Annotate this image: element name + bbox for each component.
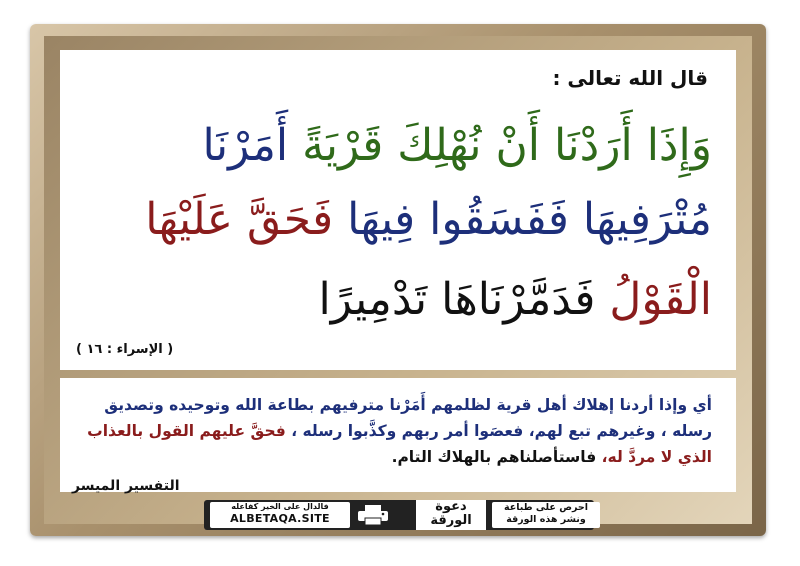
tafsir-source: التفسير الميسر	[72, 478, 180, 494]
verse-line-1-green: وَإِذَا أَرَدْنَا أَنْ نُهْلِكَ قَرْيَةً	[302, 120, 712, 171]
brand-logo-line-1: دعوة	[435, 499, 467, 514]
tafsir-text	[72, 392, 712, 470]
verse-line-1	[72, 120, 712, 171]
site-badge[interactable]	[210, 502, 350, 528]
verse-line-2-red: فَحَقَّ عَلَيْهَا	[145, 194, 334, 245]
verse-line-1-blue: أَمَرْنَا	[202, 120, 289, 171]
tafsir-line-3	[72, 444, 712, 470]
tafsir-line-2-blue: رسله ، وغيرهم تبع لهم، فعصَوا أمر ربهم وكذَّبوا رسله ،	[291, 422, 712, 440]
verse-line-2	[72, 194, 712, 245]
verse-reference: ( الإسراء : ١٦ )	[76, 342, 174, 357]
verse-line-3-dark: فَدَمَّرْنَاهَا تَدْمِيرًا	[318, 274, 596, 325]
brand-logo	[416, 500, 486, 530]
intro-heading: قال الله تعالى :	[552, 66, 708, 90]
tafsir-line-2-red: فحقَّ عليهم القول بالعذاب	[87, 422, 286, 440]
tafsir-line-3-red: الذي لا مردَّ له،	[601, 448, 712, 466]
footer-print-note-1: احرص على طباعة	[503, 502, 589, 513]
tafsir-line-2	[72, 418, 712, 444]
footer-print-note	[492, 502, 600, 528]
printer-icon	[356, 504, 390, 526]
site-url[interactable]: ALBETAQA.SITE	[230, 512, 330, 525]
verse-line-2-blue: مُتْرَفِيهَا فَفَسَقُوا فِيهَا	[347, 194, 712, 245]
verse-line-3-red: الْقَوْلُ	[609, 274, 712, 325]
footer-print-note-2: ونشر هذه الورقة	[506, 514, 586, 525]
tafsir-line-3-black: فاستأصلناهم بالهلاك التام.	[391, 448, 597, 466]
site-tagline: فالدال على الخير كفاعله	[231, 502, 329, 511]
tafsir-line-1: أي وإذا أردنا إهلاك أهل قرية لظلمهم أَمَرْنا مترفيهم بطاعة الله وتوحيده وتصديق	[104, 396, 712, 414]
verse-line-3	[72, 274, 712, 325]
brand-logo-line-2: الورقة	[430, 513, 472, 528]
